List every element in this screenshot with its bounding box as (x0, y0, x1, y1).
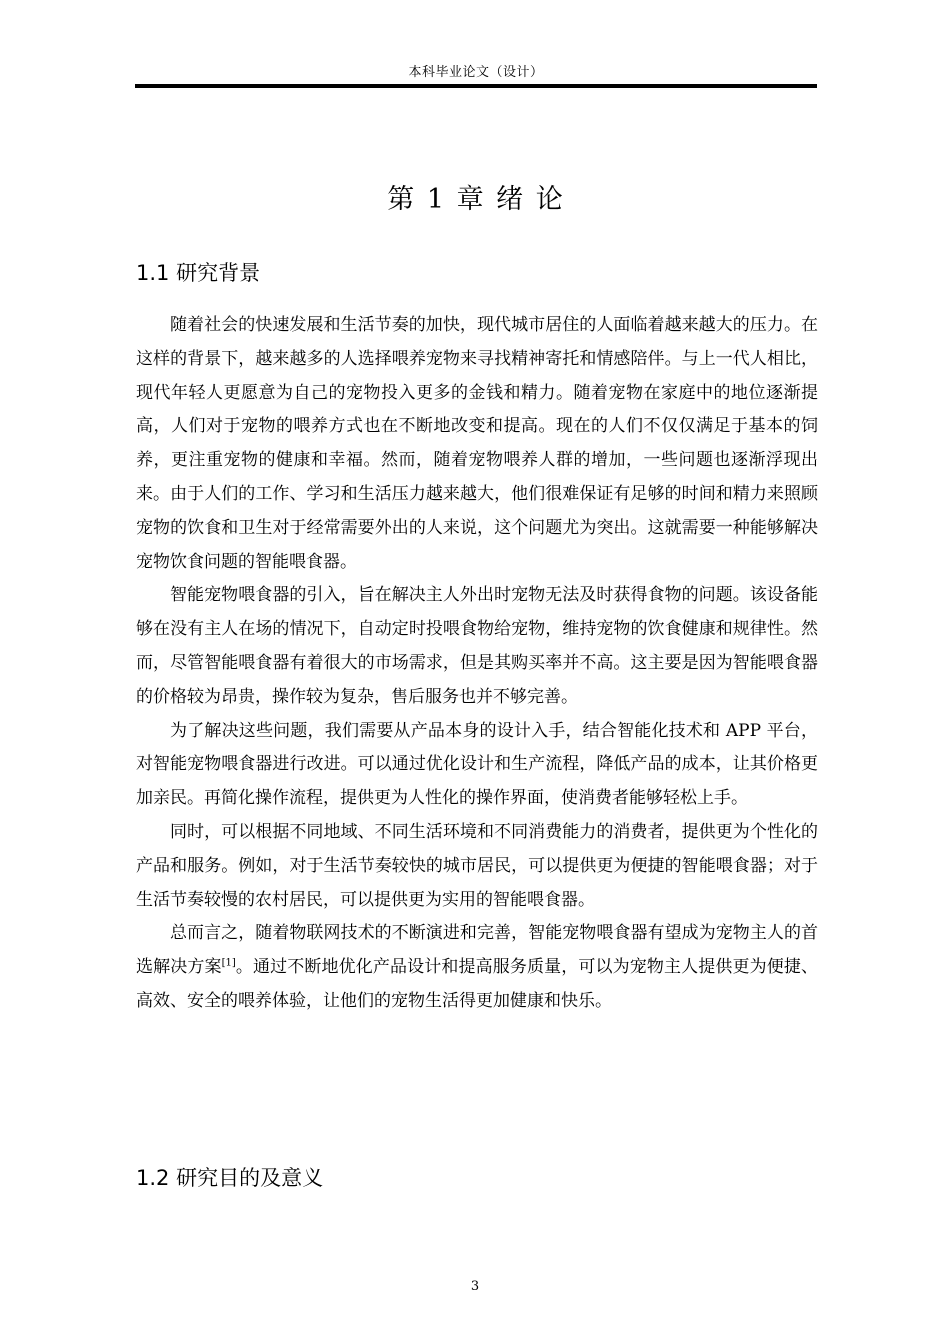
paragraph: 随着社会的快速发展和生活节奏的加快，现代城市居住的人面临着越来越大的压力。在这样的背景下，越来越多的人选择喂养宠物来寻找精神寄托和情感陪伴。与上一代人相比，现代年轻人更愿意为自己的宠物投入更多的金钱和精力。随着宠物在家庭中的地位逐渐提高，人们对于宠物的喂养方式也在不断地改变和提高。现在的人们不仅仅满足于基本的饲养，更注重宠物的健康和幸福。然而，随着宠物喂养人群的增加，一些问题也逐渐浮现出来。由于人们的工作、学习和生活压力越来越大，他们很难保证有足够的时间和精力来照顾宠物的饮食和卫生对于经常需要外出的人来说，这个问题尤为突出。这就需要一种能够解决宠物饮食问题的智能喂食器。 (136, 315, 818, 572)
paragraph: 智能宠物喂食器的引入，旨在解决主人外出时宠物无法及时获得食物的问题。该设备能够在没有主人在场的情况下，自动定时投喂食物给宠物，维持宠物的饮食健康和规律性。然而，尽管智能喂食器有着很大的市场需求，但是其购买率并不高。这主要是因为智能喂食器的价格较为昂贵，操作较为复杂，售后服务也并不够完善。 (136, 585, 818, 707)
section-heading-1-2: 1.2 研究目的及意义 (136, 1166, 324, 1190)
citation-reference[interactable]: [1] (221, 957, 236, 969)
paragraph-text: 。通过不断地优化产品设计和提高服务质量，可以为宠物主人提供更为便捷、高效、安全的喂养体验，让他们的宠物生活得更加健康和快乐。 (136, 957, 819, 1011)
running-header: 本科毕业论文（设计） (408, 65, 544, 80)
page-number: 3 (470, 1279, 480, 1294)
paragraph: 为了解决这些问题，我们需要从产品本身的设计入手，结合智能化技术和 APP 平台，对智能宠物喂食器进行改进。可以通过优化设计和生产流程，降低产品的成本，让其价格更加亲民。再简化操作流程，提供更为人性化的操作界面，使消费者能够轻松上手。 (136, 720, 818, 809)
paragraph (136, 917, 818, 1018)
section-body (136, 309, 818, 1019)
header-rule (135, 84, 817, 88)
chapter-title: 第 1 章 绪 论 (387, 184, 565, 215)
section-heading-1-1: 1.1 研究背景 (136, 261, 261, 285)
paragraph-text: 总而言之，随着物联网技术的不断演进和完善，智能宠物喂食器有望成为宠物主人的首选解决方案 (136, 923, 818, 978)
paragraph: 同时，可以根据不同地域、不同生活环境和不同消费能力的消费者，提供更为个性化的产品和服务。例如，对于生活节奏较快的城市居民，可以提供更为便捷的智能喂食器；对于生活节奏较慢的农村居民，可以提供更为实用的智能喂食器。 (136, 821, 818, 910)
